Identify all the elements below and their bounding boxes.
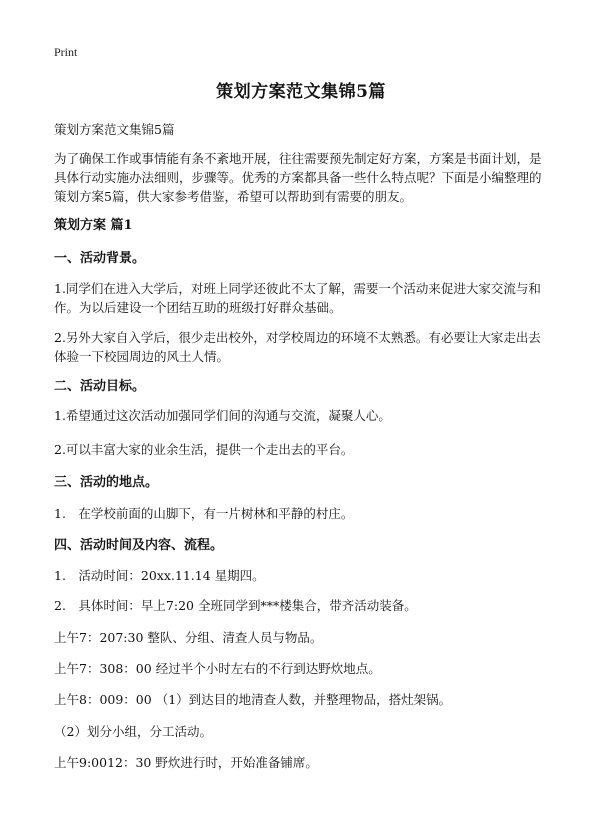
paragraph-background-2: 2.另外大家自入学后，很少走出校外，对学校周边的环境不太熟悉。有必要让大家走出去体验一下校园周边的风土人情。 <box>54 330 541 364</box>
section-title: 策划方案 篇1 <box>54 218 133 233</box>
paragraph-location: 1. 在学校前面的山脚下，有一片树林和平静的村庄。 <box>54 506 354 521</box>
paragraph-schedule-step-2: 上午7：308：00 经过半个小时左右的不行到达野炊地点。 <box>54 661 381 676</box>
paragraph-schedule-step-3: 上午8：009：00 （1）到达目的地清查人数，并整理物品，搭灶架锅。 <box>54 692 452 707</box>
paragraph-goals-1: 1.希望通过这次活动加强同学们间的沟通与交流，凝聚人心。 <box>54 408 391 423</box>
heading-location: 三、活动的地点。 <box>54 475 159 490</box>
document-subtitle: 策划方案范文集锦5篇 <box>54 122 175 137</box>
heading-goals: 二、活动目标。 <box>54 379 146 394</box>
heading-schedule: 四、活动时间及内容、流程。 <box>54 538 224 553</box>
paragraph-goals-2: 2.可以丰富大家的业余生活，提供一个走出去的平台。 <box>54 442 354 457</box>
intro-paragraph: 为了确保工作或事情能有条不紊地开展，往往需要预先制定好方案，方案是书面计划，是具体行动实施办法细则，步骤等。优秀的方案都具备一些什么特点呢？下面是小编整理的策划方案5篇，供大家参考借鉴，希望可以帮助到有需要的朋友。 <box>54 151 542 204</box>
heading-background: 一、活动背景。 <box>54 251 146 266</box>
paragraph-schedule-step-4: （2）划分小组，分工活动。 <box>54 724 212 739</box>
paragraph-schedule-step-1: 上午7：207:30 整队、分组、清查人员与物品。 <box>54 630 323 645</box>
paragraph-background-1: 1.同学们在进入大学后，对班上同学还彼此不太了解，需要一个活动来促进大家交流与和作。为以后建设一个团结互助的班级打好群众基础。 <box>54 281 541 315</box>
paragraph-schedule-step-5: 上午9:0012：30 野炊进行时，开始准备铺席。 <box>54 755 318 770</box>
page-title: 策划方案范文集锦5篇 <box>216 82 386 102</box>
paragraph-schedule-time: 2. 具体时间：早上7:20 全班同学到***楼集合，带齐活动装备。 <box>54 598 417 613</box>
print-link[interactable]: Print <box>54 45 78 59</box>
paragraph-schedule-date: 1. 活动时间：20xx.11.14 星期四。 <box>54 568 265 583</box>
